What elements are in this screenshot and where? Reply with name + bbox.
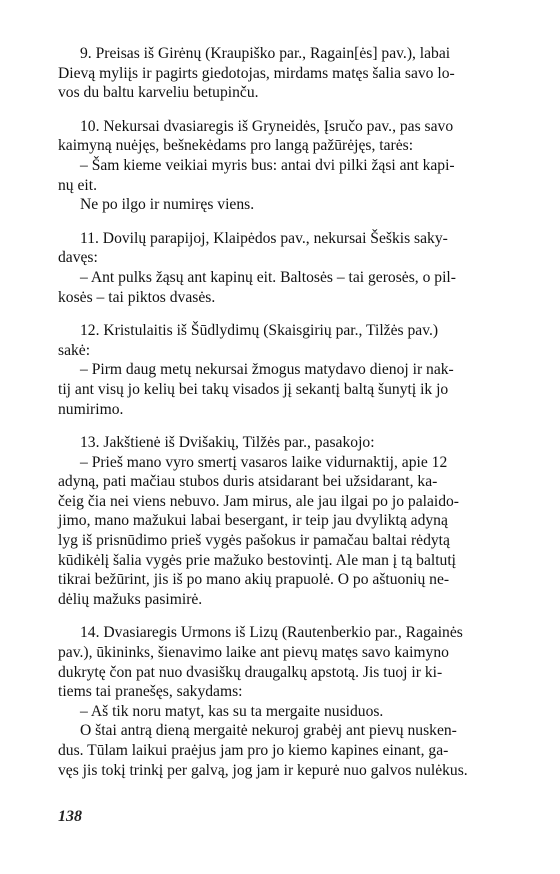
text-line: pav.), ūkininks, šienavimo laike ant pievų matęs savo kaimyno	[58, 644, 449, 662]
text-line: kaimyną nuėjęs, bešnekėdams pro langą pažūrėjęs, tarės:	[58, 137, 414, 155]
text-line: dėlių mažuks pasimirė.	[58, 590, 203, 608]
text-line: kosės – tai piktos dvasės.	[58, 288, 216, 306]
text-line: 11. Dovilų parapijoj, Klaipėdos pav., nekursai Šeškis saky-	[80, 229, 448, 247]
text-line: Dievą myliįs ir pagirts giedotojas, mirdams matęs šalia savo lo-	[58, 64, 455, 82]
text-line: numirimo.	[58, 400, 124, 418]
text-line: O štai antrą dieną mergaitė nekuroj grabėj ant pievų nusken-	[80, 722, 457, 740]
text-line: dus. Tūlam laikui praėjus jam pro jo kiemo kapines einant, ga-	[58, 742, 449, 759]
entry-10	[58, 117, 498, 215]
text-line: tij ant visų jo kelių bei takų visados jį sekantį baltą šunytį ik jo	[58, 380, 449, 398]
text-line: lyg iš prisnūdimo prieš vygės pašokus ir pamačau baltai rėdytą	[58, 532, 450, 550]
text-line: jimo, mano mažukui labai besergant, ir teip jau dvyliktą adyną	[58, 512, 448, 530]
text-line: – Aš tik noru matyt, kas su ta mergaite nusiduos.	[80, 702, 384, 720]
text-line: 12. Kristulaitis iš Šūdlydimų (Skaisgirių par., Tilžės pav.)	[80, 322, 439, 340]
text-line: 13. Jakštienė iš Dvišakių, Tilžės par., pasakojo:	[80, 434, 375, 452]
text-line: tikrai bežūrint, jis iš po mano akių prapuolė. O po aštuonių ne-	[58, 571, 450, 589]
text-line: – Ant pulks žąsų ant kapinų eit. Baltosės – tai gerosės, o pil-	[80, 268, 456, 286]
text-line: 14. Dvasiaregis Urmons iš Lizų (Rautenberkio par., Ragainės	[80, 624, 463, 642]
text-line: sakė:	[58, 341, 91, 359]
text-line: – Šam kieme veikiai myris bus: antai dvi pilki žąsi ant kapi-	[80, 156, 455, 174]
text-line: tiems tai pranešęs, sakydams:	[58, 683, 243, 701]
text-line: čeig čia nei viens nebuvo. Jam mirus, ale jau ilgai po jo palaido-	[58, 492, 459, 510]
main-text	[58, 44, 498, 794]
text-line: 9. Preisas iš Girėnų (Kraupiško par., Ragain[ės] pav.), labai	[80, 45, 451, 62]
text-line: davęs:	[58, 249, 98, 267]
entry-12	[58, 321, 498, 419]
text-line: kūdikėlį šalia vygės prie mažuko bestovintį. Ale man į tą baltutį	[58, 551, 456, 569]
text-line: adyną, pati mačiau stubos duris atsidarant bei užsidarant, ka-	[58, 473, 438, 491]
text-line: 10. Nekursai dvasiaregis iš Gryneidės, Įsručo pav., pas savo	[80, 117, 454, 135]
text-line: vęs jis tokį trinkį per galvą, jog jam ir kepurė nuo galvos nulėkus.	[58, 761, 468, 779]
entry-13	[58, 433, 498, 609]
page-number: 138	[58, 808, 82, 825]
text-line: dukrytę čon pat nuo dvasiškų draugalkų apstotą. Jis tuoj ir ki-	[58, 663, 443, 681]
entry-14	[58, 623, 498, 780]
text-line: vos du baltu karveliu betupinču.	[58, 84, 259, 102]
text-line: – Pirm daug metų nekursai žmogus matydavo dienoj ir nak-	[80, 361, 454, 379]
text-line: nų eit.	[58, 176, 97, 194]
text-line: – Prieš mano vyro smertį vasaros laike vidurnaktij, apie 12	[80, 453, 448, 471]
entry-11	[58, 229, 498, 307]
text-line: Ne po ilgo ir numiręs viens.	[80, 196, 255, 214]
entry-9	[58, 44, 498, 103]
